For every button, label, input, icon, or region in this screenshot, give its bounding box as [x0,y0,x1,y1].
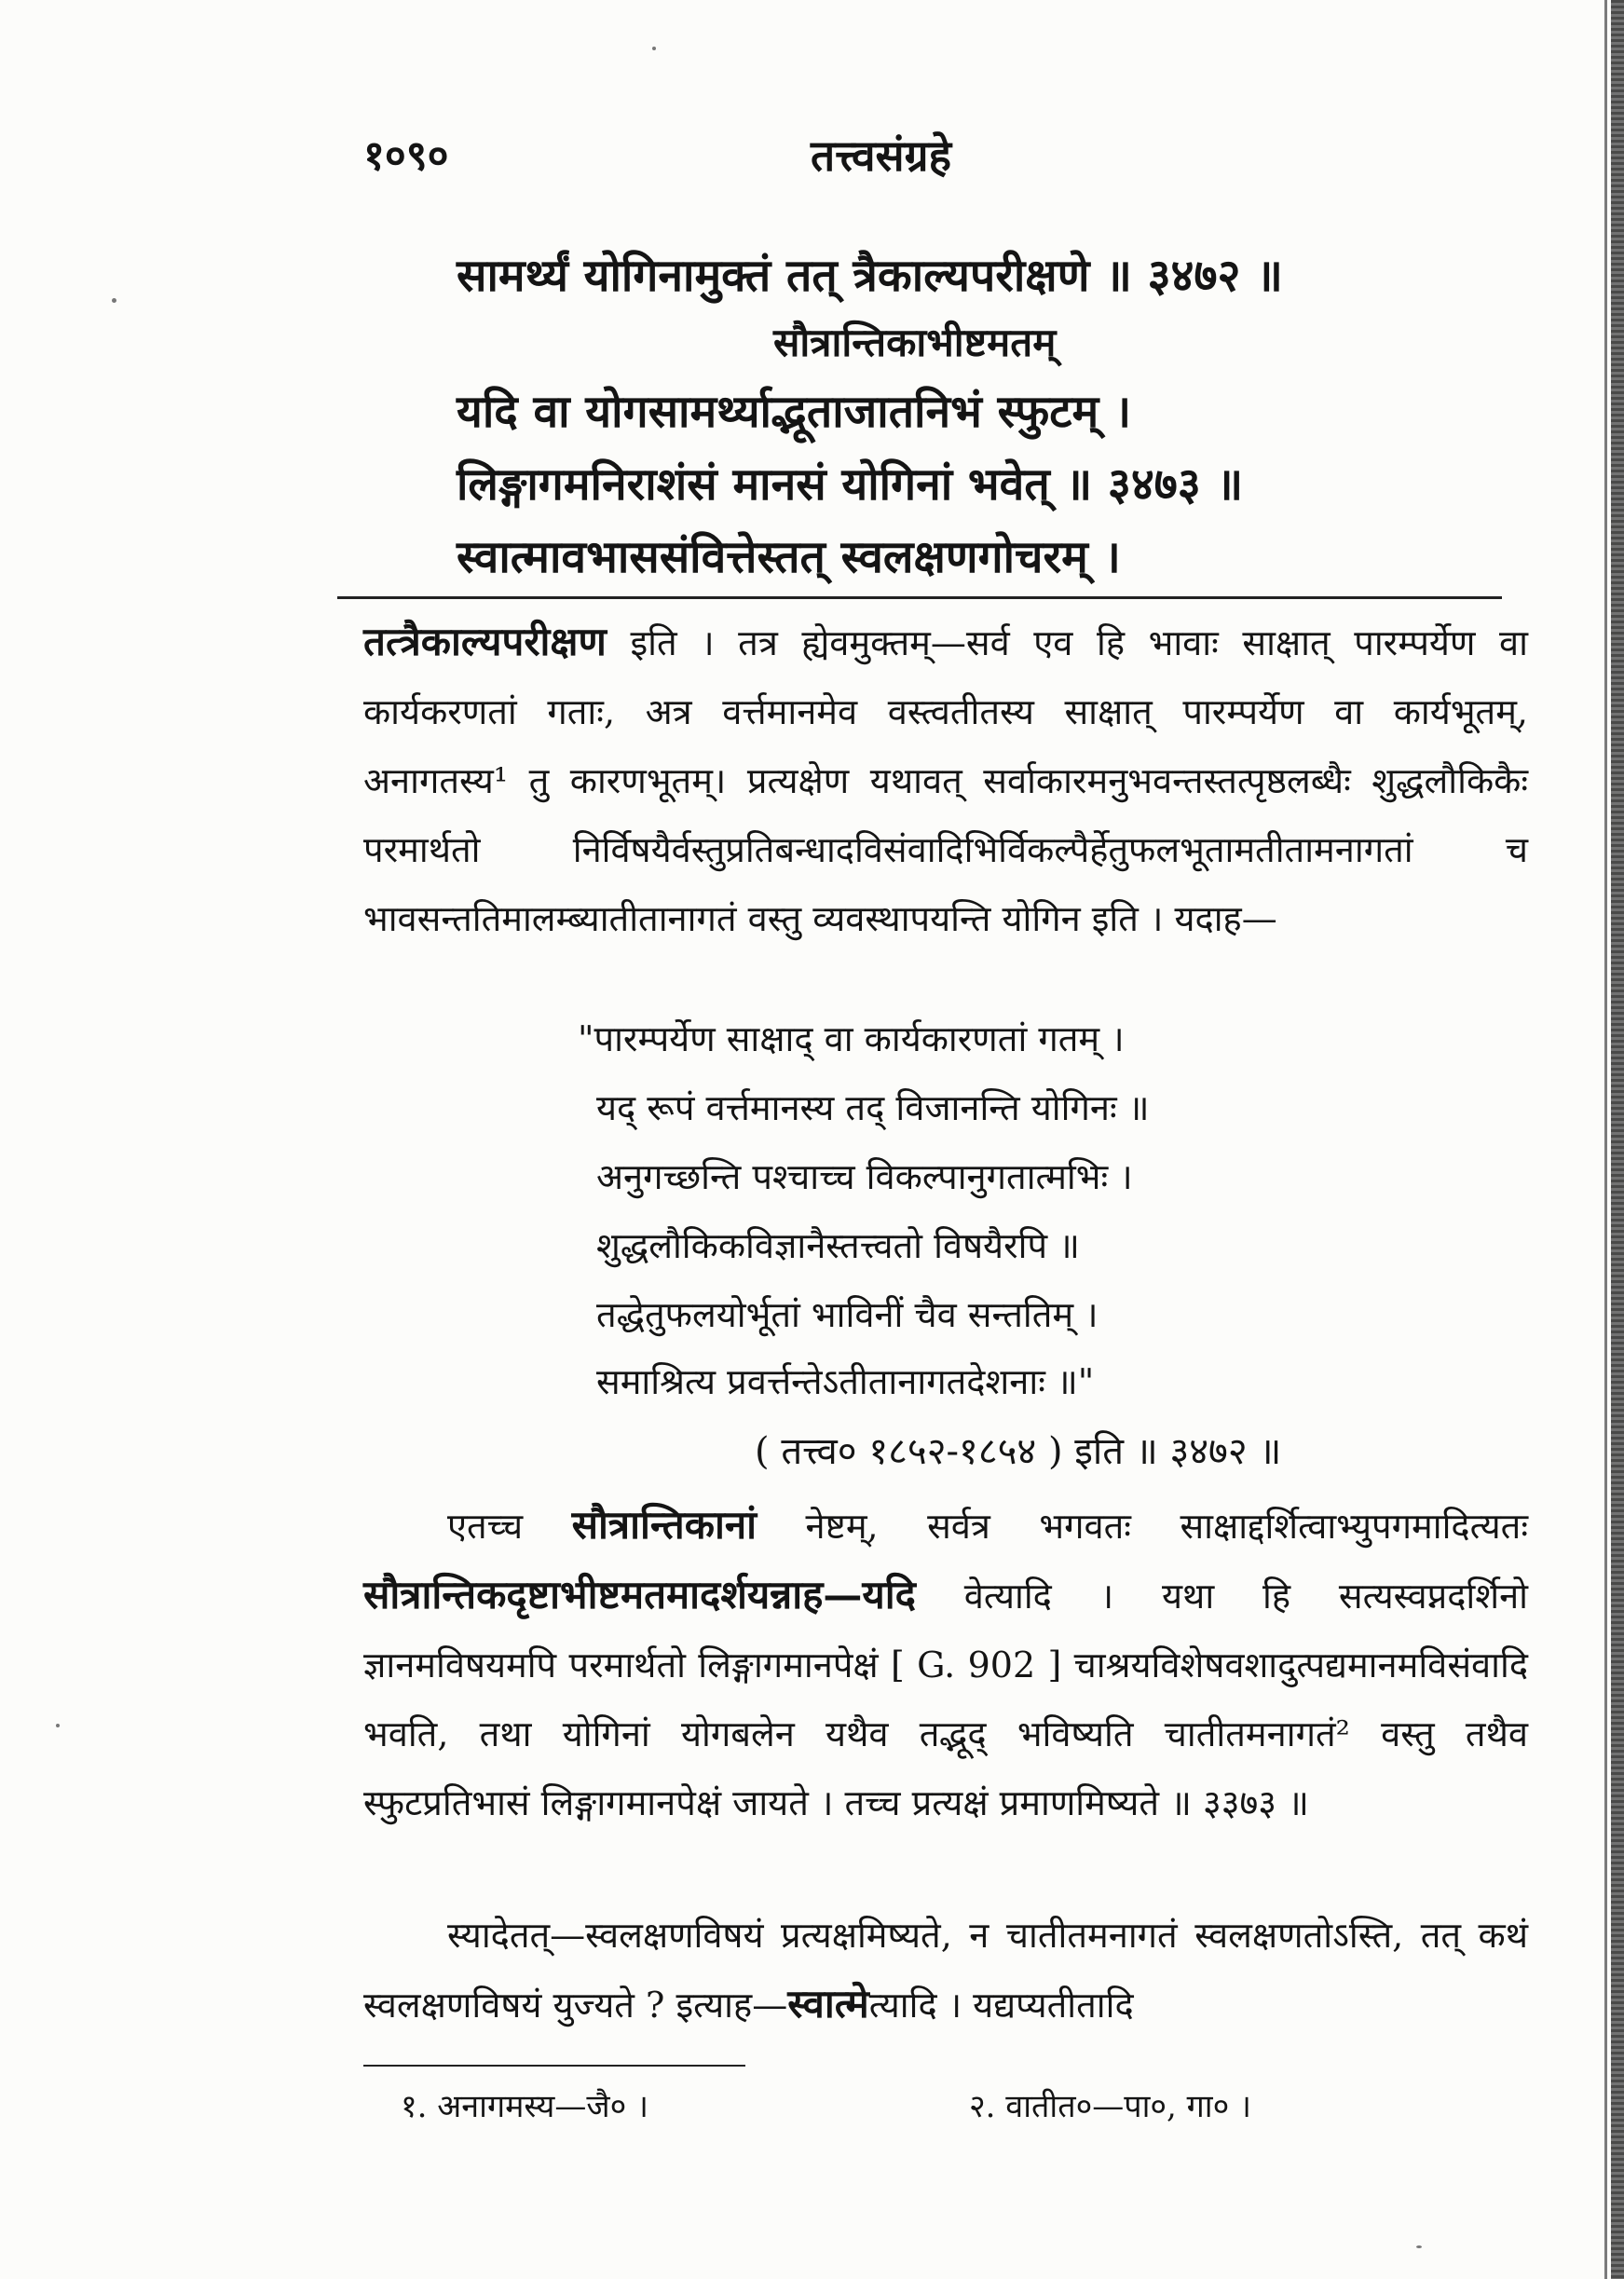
scan-edge-line [1604,0,1607,2279]
verse-line-2: यदि वा योगसामर्थ्याद्भूताजातनिभं स्फुटम् । [457,386,1132,438]
running-title: तत्त्वसंग्रहे [811,130,952,181]
scan-speck [652,47,656,50]
page-number: १०९० [363,132,449,180]
commentary-text: त्यादि । यद्यप्यतीतादि [868,1985,1134,2026]
quote-line-6: समाश्रित्य प्रवर्त्तन्तेऽतीतानागतदेशनाः ॥" [596,1361,1095,1402]
scan-speck [112,298,116,303]
scan-edge-shadow [1611,0,1624,2279]
citation: ( तत्त्व० १८५२-१८५४ ) इति ॥ ३४७२ ॥ [755,1430,1282,1473]
quote-line-5: तद्धेतुफलयोर्भूतां भाविनीं चैव सन्ततिम् । [596,1294,1099,1335]
footnote-2: २. वातीत०—पा०, गा० । [969,2088,1251,2125]
scan-speck [56,1724,60,1727]
commentary-paragraph-1 [363,607,1528,953]
verse-commentary-divider [337,596,1502,599]
page-header [363,126,1509,191]
scan-speck [1416,2245,1422,2248]
commentary-text: नेष्टम्, सर्वत्र भगवतः साक्षाद्दर्शित्वाभ्युपगमादित्यतः [757,1506,1528,1547]
footnote-1: १. अनागमस्य—जै० । [401,2088,648,2125]
commentary-lead: तत्त्रैकाल्यपरीक्षण [363,619,607,664]
section-title: सौत्रान्तिकाभीष्टमतम् [773,320,1057,365]
commentary-bold-term: स्वात्मे [787,1981,869,2027]
quote-line-3: अनुगच्छन्ति पश्चाच्च विकल्पानुगतात्मभिः । [596,1156,1133,1197]
commentary-text: एतच्च [447,1506,572,1547]
commentary-paragraph-3 [363,1901,1528,2040]
commentary-text: इति । तत्र ह्येवमुक्तम्—सर्व एव हि भावाः साक्षात् पारम्पर्येण वा कार्यकरणतां गताः, अत्र वर्त्तमानमेव वस्त्वतीतस्य साक्षात् पारम्पर्येण वा कार्यभूतम्, अनागतस्य¹ तु कारणभूतम्। प्रत्यक्षेण यथावत् सर्वाकारमनुभवन्तस्तत्पृष्ठलब्धैः शुद्धलौकिकैः परमार्थतो निर्विषयैर्वस्तुप्रतिबन्धादविसंवादिभिर्विकल्पैर्हेतुफलभूतामतीतामनागतां च भावसन्ततिमालम्ब्यातीतानागतं वस्तु व्यवस्थापयन्ति योगिन इति । यदाह— [363,622,1528,939]
quote-line-1: "पारम्पर्येण साक्षाद् वा कार्यकारणतां गतम् । [578,1018,1125,1059]
verse-line-4: स्वात्मावभाससंवित्तेस्तत् स्वलक्षणगोचरम् । [457,531,1121,583]
quote-line-4: शुद्धलौकिकविज्ञानैस्तत्त्वतो विषयैरपि ॥ [596,1225,1080,1266]
commentary-text: स्यादेतत्—स्वलक्षणविषयं प्रत्यक्षमिष्यते, न चातीतमनागतं स्वलक्षणतोऽस्ति, तत् कथं स्वलक्षणविषयं युज्यते ? इत्याह— [363,1915,1528,2026]
verse-line-3: लिङ्गागमनिराशंसं मानसं योगिनां भवेत् ॥ ३४७३ ॥ [457,458,1244,511]
commentary-paragraph-2 [363,1491,1528,1837]
quote-line-2: यद् रूपं वर्त्तमानस्य तद् विजानन्ति योगिनः ॥ [596,1087,1150,1128]
commentary-bold-term: सौत्रान्तिकदृष्टाभीष्टमतमादर्शयन्नाह—यदि [363,1572,916,1617]
verse-line-1: सामर्थ्यं योगिनामुक्तं तत् त्रैकाल्यपरीक्षणे ॥ ३४७२ ॥ [457,250,1283,302]
commentary-bold-term: सौत्रान्तिकानां [571,1502,757,1548]
footnote-divider [363,2065,745,2067]
commentary-text: वेत्यादि । यथा हि सत्यस्वप्नदर्शिनो ज्ञानमविषयमपि परमार्थतो लिङ्गागमानपेक्षं [ G. 902 ] चाश्रयविशेषवशादुत्पद्यमानमविसंवादि भवति, तथा योगिनां योगबलेन यथैव तद्भूद् भविष्यति चातीतमनागतं² वस्तु तथैव स्फुटप्रतिभासं लिङ्गागमानपेक्षं जायते । तच्च प्रत्यक्षं प्रमाणमिष्यते ॥ ३३७३ ॥ [363,1576,1528,1823]
